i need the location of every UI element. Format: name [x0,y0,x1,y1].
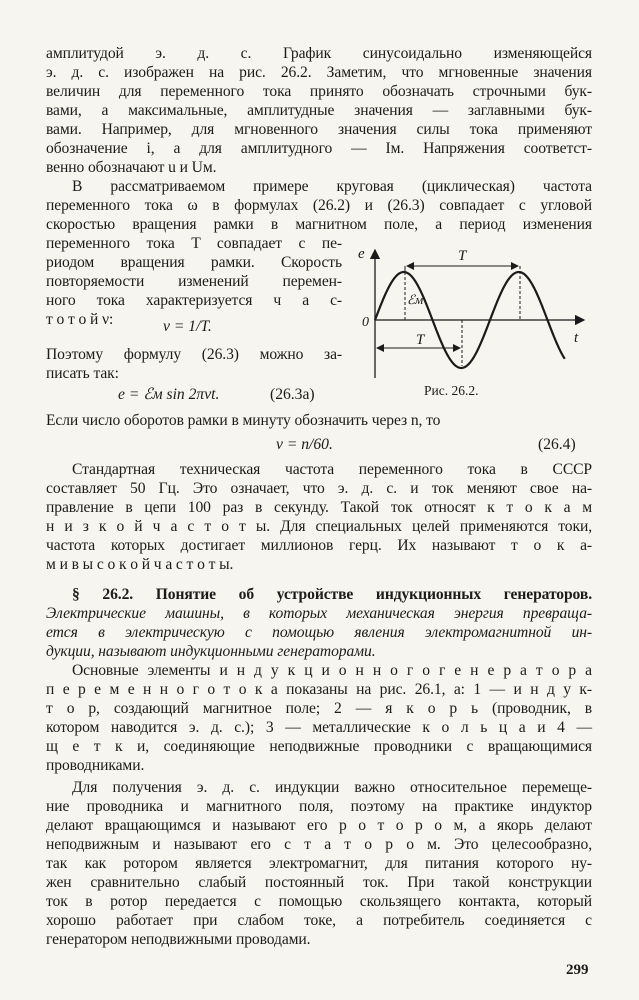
text-line: котором наводится э. д. с.); 3 — металлические к о л ь ц а и 4 — [46,719,592,736]
period-label-bottom: T [416,332,425,348]
text-line: Основные элементы и н д у к ц и о н н о г о г е н е р а т о р а [72,662,592,679]
text-line: м и в ы с о к о й ч а с т о т ы. [46,556,234,573]
text-line: неподвижным и называют его с т а т о р о м. Это целесообразно, [46,836,592,853]
text-line: писать так: [46,365,119,382]
text-line: Электрические машины, в которых механическая энергия превраща- [46,605,592,622]
text-line: т о т о й ν: [46,311,114,328]
text-line: Для получения э. д. с. индукции важно относительное перемеще- [72,779,592,796]
text-line: ется в электрическую с помощью явления электромагнитной ин- [46,624,592,641]
text-line: ного тока характеризуется ч а с- [46,292,342,309]
y-axis-label: e [358,246,365,262]
text-line: делают вращающимся и называют его р о т о р о м, а якорь делают [46,817,592,834]
formula-nu-2: ν = n/60. [276,436,333,453]
text-line: жен сравнительно слабый постоянный ток. При такой конструкции [46,874,592,891]
text-line: Поэтому формулу (26.3) можно за- [46,346,342,363]
section-heading: § 26.2. Понятие об устройстве индукционных генераторов. [72,586,592,603]
formula-nu: ν = 1/T. [163,318,212,335]
text-line: скоростью вращения рамки в магнитном поле, а период изменения [46,216,592,233]
text-line: риодом вращения рамки. Скорость [46,254,342,271]
figure-caption: Рис. 26.2. [424,383,479,398]
text-line: ние проводника и магнитного поля, поэтому на практике индуктор [46,798,592,815]
text-line: составляет 50 Гц. Это означает, что э. д. с. и ток меняют свое на- [46,480,592,497]
text-line: проводниками. [46,757,145,774]
page-number: 299 [566,962,589,978]
amplitude-label: ℰм [407,292,424,307]
text-line: дукции, называют индукционными генераторами. [46,643,376,660]
sine-wave-figure [348,236,594,396]
origin-label: 0 [362,315,369,330]
text-line: вами. Например, для мгновенного значения силы тока применяют [46,121,592,138]
text-line: величин для переменного тока принято обозначать строчными бук- [46,83,592,100]
text-line: хорошо работает при слабом токе, а потребитель соединяется с [46,912,592,929]
text-line: генератором неподвижными проводами. [46,931,311,948]
text-line: э. д. с. изображен на рис. 26.2. Заметим, что мгновенные значения [46,64,592,81]
x-axis-label: t [574,330,579,346]
text-line: частота которых достигает миллионов герц. Их называют т о к а- [46,537,592,554]
formula-e-number: (26.3a) [270,386,315,403]
text-line: переменного тока T совпадает с пе- [46,235,342,252]
text-line: обозначение i, а для амплитудного — Iм. Напряжения соответст- [46,140,592,157]
text-line: амплитудой э. д. с. График синусоидально изменяющейся [46,45,592,62]
text-line: щ е т к и, соединяющие неподвижные проводники с вращающимися [46,738,592,755]
text-line: повторяемости изменений перемен- [46,273,342,290]
text-line: н и з к о й ч а с т о т ы. Для специальных целей применяются токи, [46,518,592,535]
text-line: переменного тока ω в формулах (26.2) и (26.3) совпадает с угловой [46,197,592,214]
text-line: п е р е м е н н о г о т о к а показаны на рис. 26.1, а: 1 — и н д у к- [46,681,592,698]
formula-e: e = ℰм sin 2πνt. [118,386,220,403]
period-label-top: T [458,248,467,264]
text-line: венно обозначают u и Uм. [46,159,217,176]
text-line: правление в цепи 100 раз в секунду. Такой ток относят к т о к а м [46,499,592,516]
text-line: Стандартная техническая частота переменного тока в СССР [72,461,592,478]
text-line: так как ротором является электромагнит, для питания которого ну- [46,855,592,872]
text-line: Если число оборотов рамки в минуту обозначить через n, то [46,412,441,429]
text-line: вами, а максимальные, амплитудные значения — заглавными бук- [46,102,592,119]
formula-nu-2-number: (26.4) [538,436,576,453]
text-line: т о р, создающий магнитное поле; 2 — я к о р ь (проводник, в [46,700,592,717]
text-line: В рассматриваемом примере круговая (циклическая) частота [72,178,592,195]
text-line: ток в ротор передается с помощью скользящего контакта, который [46,893,592,910]
